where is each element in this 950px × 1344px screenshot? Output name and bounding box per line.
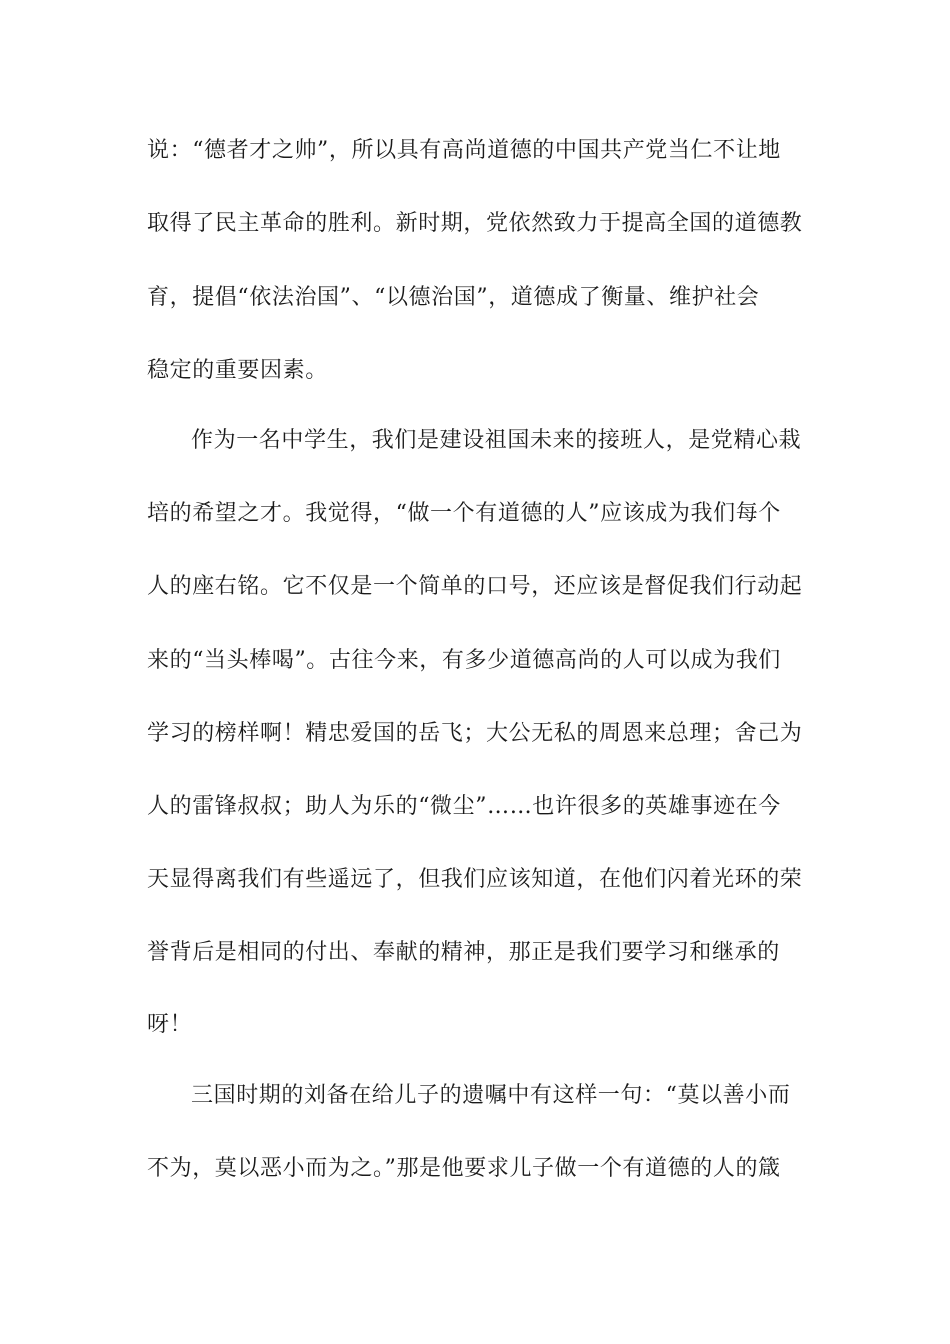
text-line: 人的雷锋叔叔；助人为乐的“微尘”……也许很多的英雄事迹在今	[147, 794, 781, 819]
text-line: 学习的榜样啊！精忠爱国的岳飞；大公无私的周恩来总理；舍己为	[147, 721, 803, 746]
text-line: 来的“当头棒喝”。古往今来，有多少道德高尚的人可以成为我们	[147, 648, 781, 673]
text-line: 誉背后是相同的付出、奉献的精神，那正是我们要学习和继承的	[147, 940, 780, 965]
text-line: 说：“德者才之帅”，所以具有高尚道德的中国共产党当仁不让地	[147, 138, 781, 163]
text-line: 培的希望之才。我觉得，“做一个有道德的人”应该成为我们每个	[147, 501, 781, 526]
text-line: 取得了民主革命的胜利。新时期，党依然致力于提高全国的道德教	[147, 211, 803, 236]
text-line: 不为，莫以恶小而为之。”那是他要求儿子做一个有道德的人的箴	[147, 1156, 781, 1181]
paragraph-first-line: 三国时期的刘备在给儿子的遗嘱中有这样一句：“莫以善小而	[191, 1083, 791, 1108]
text-line: 呀！	[147, 1012, 193, 1037]
text-line: 育，提倡“依法治国”、“以德治国”，道德成了衡量、维护社会	[147, 285, 760, 310]
paragraph-first-line: 作为一名中学生，我们是建设祖国未来的接班人，是党精心栽	[191, 428, 802, 453]
text-line: 人的座右铭。它不仅是一个简单的口号，还应该是督促我们行动起	[147, 574, 803, 599]
text-line: 天显得离我们有些遥远了，但我们应该知道，在他们闪着光环的荣	[147, 867, 803, 892]
text-line: 稳定的重要因素。	[147, 358, 328, 383]
